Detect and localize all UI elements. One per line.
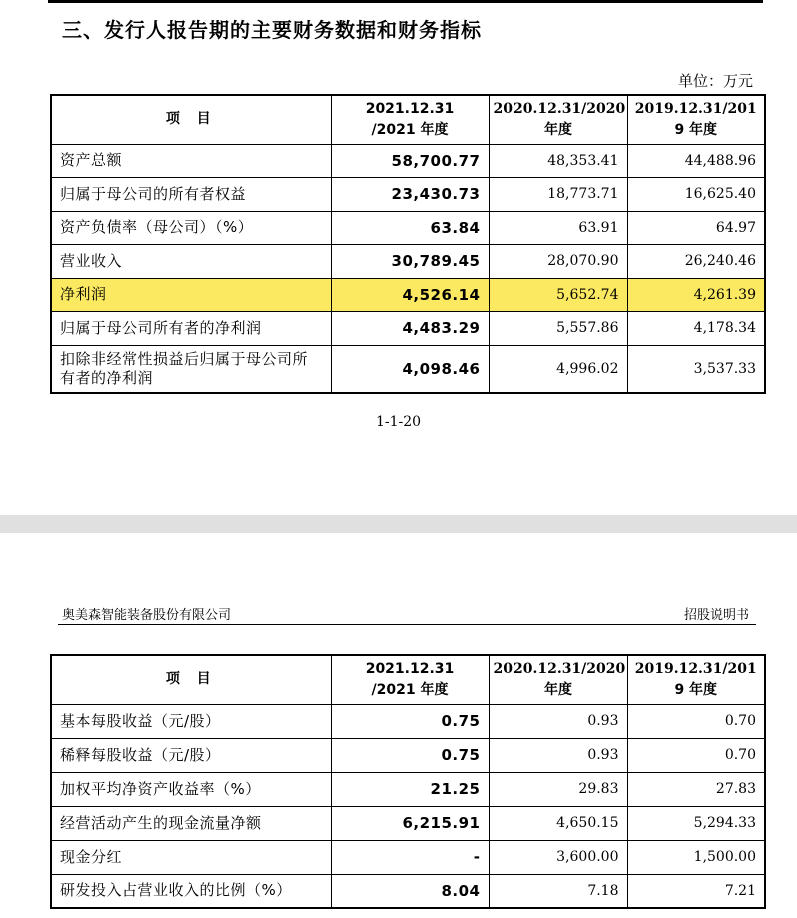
value-2021: - bbox=[331, 840, 489, 874]
row-label: 归属于母公司的所有者权益 bbox=[51, 177, 331, 211]
value-2020: 0.93 bbox=[489, 704, 627, 738]
value-2020: 0.93 bbox=[489, 738, 627, 772]
table-row bbox=[51, 806, 765, 840]
value-2020: 28,070.90 bbox=[489, 244, 627, 278]
value-2019: 5,294.33 bbox=[627, 806, 765, 840]
row-label: 研发投入占营业收入的比例（%） bbox=[51, 874, 331, 908]
value-2020: 18,773.71 bbox=[489, 177, 627, 211]
table-row bbox=[51, 244, 765, 278]
value-2020: 4,650.15 bbox=[489, 806, 627, 840]
value-2020: 3,600.00 bbox=[489, 840, 627, 874]
value-2021: 30,789.45 bbox=[331, 244, 489, 278]
row-label: 归属于母公司所有者的净利润 bbox=[51, 311, 331, 345]
value-2021: 63.84 bbox=[331, 211, 489, 244]
value-2021: 0.75 bbox=[331, 738, 489, 772]
value-2021: 6,215.91 bbox=[331, 806, 489, 840]
header-2019-line1: 2019.12.31/201 bbox=[634, 660, 757, 677]
header-2020-line2: 年度 bbox=[544, 121, 572, 138]
table-row bbox=[51, 738, 765, 772]
table-row bbox=[51, 772, 765, 806]
value-2019: 0.70 bbox=[627, 704, 765, 738]
table-header-row bbox=[51, 655, 765, 704]
table-row bbox=[51, 211, 765, 244]
header-2020 bbox=[489, 655, 627, 704]
value-2019: 26,240.46 bbox=[627, 244, 765, 278]
value-2021: 4,098.46 bbox=[331, 345, 489, 393]
header-2021-line1: 2021.12.31 bbox=[365, 660, 455, 677]
value-2020: 4,996.02 bbox=[489, 345, 627, 393]
table-row bbox=[51, 840, 765, 874]
value-2019: 27.83 bbox=[627, 772, 765, 806]
value-2021: 58,700.77 bbox=[331, 144, 489, 177]
value-2020: 5,652.74 bbox=[489, 278, 627, 311]
row-label: 基本每股收益（元/股） bbox=[51, 704, 331, 738]
header-2021 bbox=[331, 655, 489, 704]
header-2019-line1: 2019.12.31/201 bbox=[634, 100, 757, 117]
value-2020: 48,353.41 bbox=[489, 144, 627, 177]
value-2019: 4,261.39 bbox=[627, 278, 765, 311]
value-2021: 8.04 bbox=[331, 874, 489, 908]
company-name: 奥美森智能装备股份有限公司 bbox=[62, 608, 232, 623]
row-label: 资产总额 bbox=[51, 144, 331, 177]
table-row bbox=[51, 704, 765, 738]
header-2020-line1: 2020.12.31/2020 bbox=[493, 100, 626, 117]
value-2019: 16,625.40 bbox=[627, 177, 765, 211]
table-row bbox=[51, 177, 765, 211]
row-label: 加权平均净资产收益率（%） bbox=[51, 772, 331, 806]
table-header-row bbox=[51, 95, 765, 144]
value-2020: 29.83 bbox=[489, 772, 627, 806]
header-2021-line1: 2021.12.31 bbox=[365, 100, 455, 117]
value-2019: 7.21 bbox=[627, 874, 765, 908]
header-2019 bbox=[627, 655, 765, 704]
value-2021: 23,430.73 bbox=[331, 177, 489, 211]
row-label: 经营活动产生的现金流量净额 bbox=[51, 806, 331, 840]
value-2021: 0.75 bbox=[331, 704, 489, 738]
value-2020: 7.18 bbox=[489, 874, 627, 908]
row-label: 资产负债率（母公司）（%） bbox=[51, 211, 331, 244]
value-2019: 64.97 bbox=[627, 211, 765, 244]
header-2021-line2: /2021 年度 bbox=[371, 681, 449, 698]
page-separator bbox=[0, 515, 797, 533]
value-2021: 4,483.29 bbox=[331, 311, 489, 345]
section-title: 三、发行人报告期的主要财务数据和财务指标 bbox=[62, 18, 482, 42]
table-row bbox=[51, 144, 765, 177]
value-2019: 4,178.34 bbox=[627, 311, 765, 345]
table-row bbox=[51, 345, 765, 393]
header-2019-line2: 9 年度 bbox=[674, 121, 718, 138]
header-item: 项 目 bbox=[51, 655, 331, 704]
value-2021: 21.25 bbox=[331, 772, 489, 806]
row-label: 稀释每股收益（元/股） bbox=[51, 738, 331, 772]
header-2021 bbox=[331, 95, 489, 144]
table-row bbox=[51, 874, 765, 908]
value-2019: 3,537.33 bbox=[627, 345, 765, 393]
unit-label: 单位：万元 bbox=[677, 72, 753, 90]
header-2020-line1: 2020.12.31/2020 bbox=[493, 660, 626, 677]
page-number: 1-1-20 bbox=[375, 414, 422, 430]
document-type: 招股说明书 bbox=[683, 608, 749, 623]
header-2021-line2: /2021 年度 bbox=[371, 121, 449, 138]
row-label: 净利润 bbox=[51, 278, 331, 311]
header-rule bbox=[58, 624, 756, 625]
value-2019: 44,488.96 bbox=[627, 144, 765, 177]
header-2020 bbox=[489, 95, 627, 144]
value-2020: 63.91 bbox=[489, 211, 627, 244]
financial-indicator-table bbox=[50, 654, 766, 909]
row-label: 扣除非经常性损益后归属于母公司所有者的净利润 bbox=[51, 345, 331, 393]
table-row bbox=[51, 311, 765, 345]
value-2019: 1,500.00 bbox=[627, 840, 765, 874]
header-2019 bbox=[627, 95, 765, 144]
value-2020: 5,557.86 bbox=[489, 311, 627, 345]
header-2019-line2: 9 年度 bbox=[674, 681, 718, 698]
value-2021: 4,526.14 bbox=[331, 278, 489, 311]
header-2020-line2: 年度 bbox=[544, 681, 572, 698]
financial-data-table bbox=[50, 94, 766, 394]
row-label: 现金分红 bbox=[51, 840, 331, 874]
row-label: 营业收入 bbox=[51, 244, 331, 278]
value-2019: 0.70 bbox=[627, 738, 765, 772]
highlighted-row bbox=[51, 278, 765, 311]
top-rule bbox=[48, 0, 763, 3]
header-item: 项 目 bbox=[51, 95, 331, 144]
